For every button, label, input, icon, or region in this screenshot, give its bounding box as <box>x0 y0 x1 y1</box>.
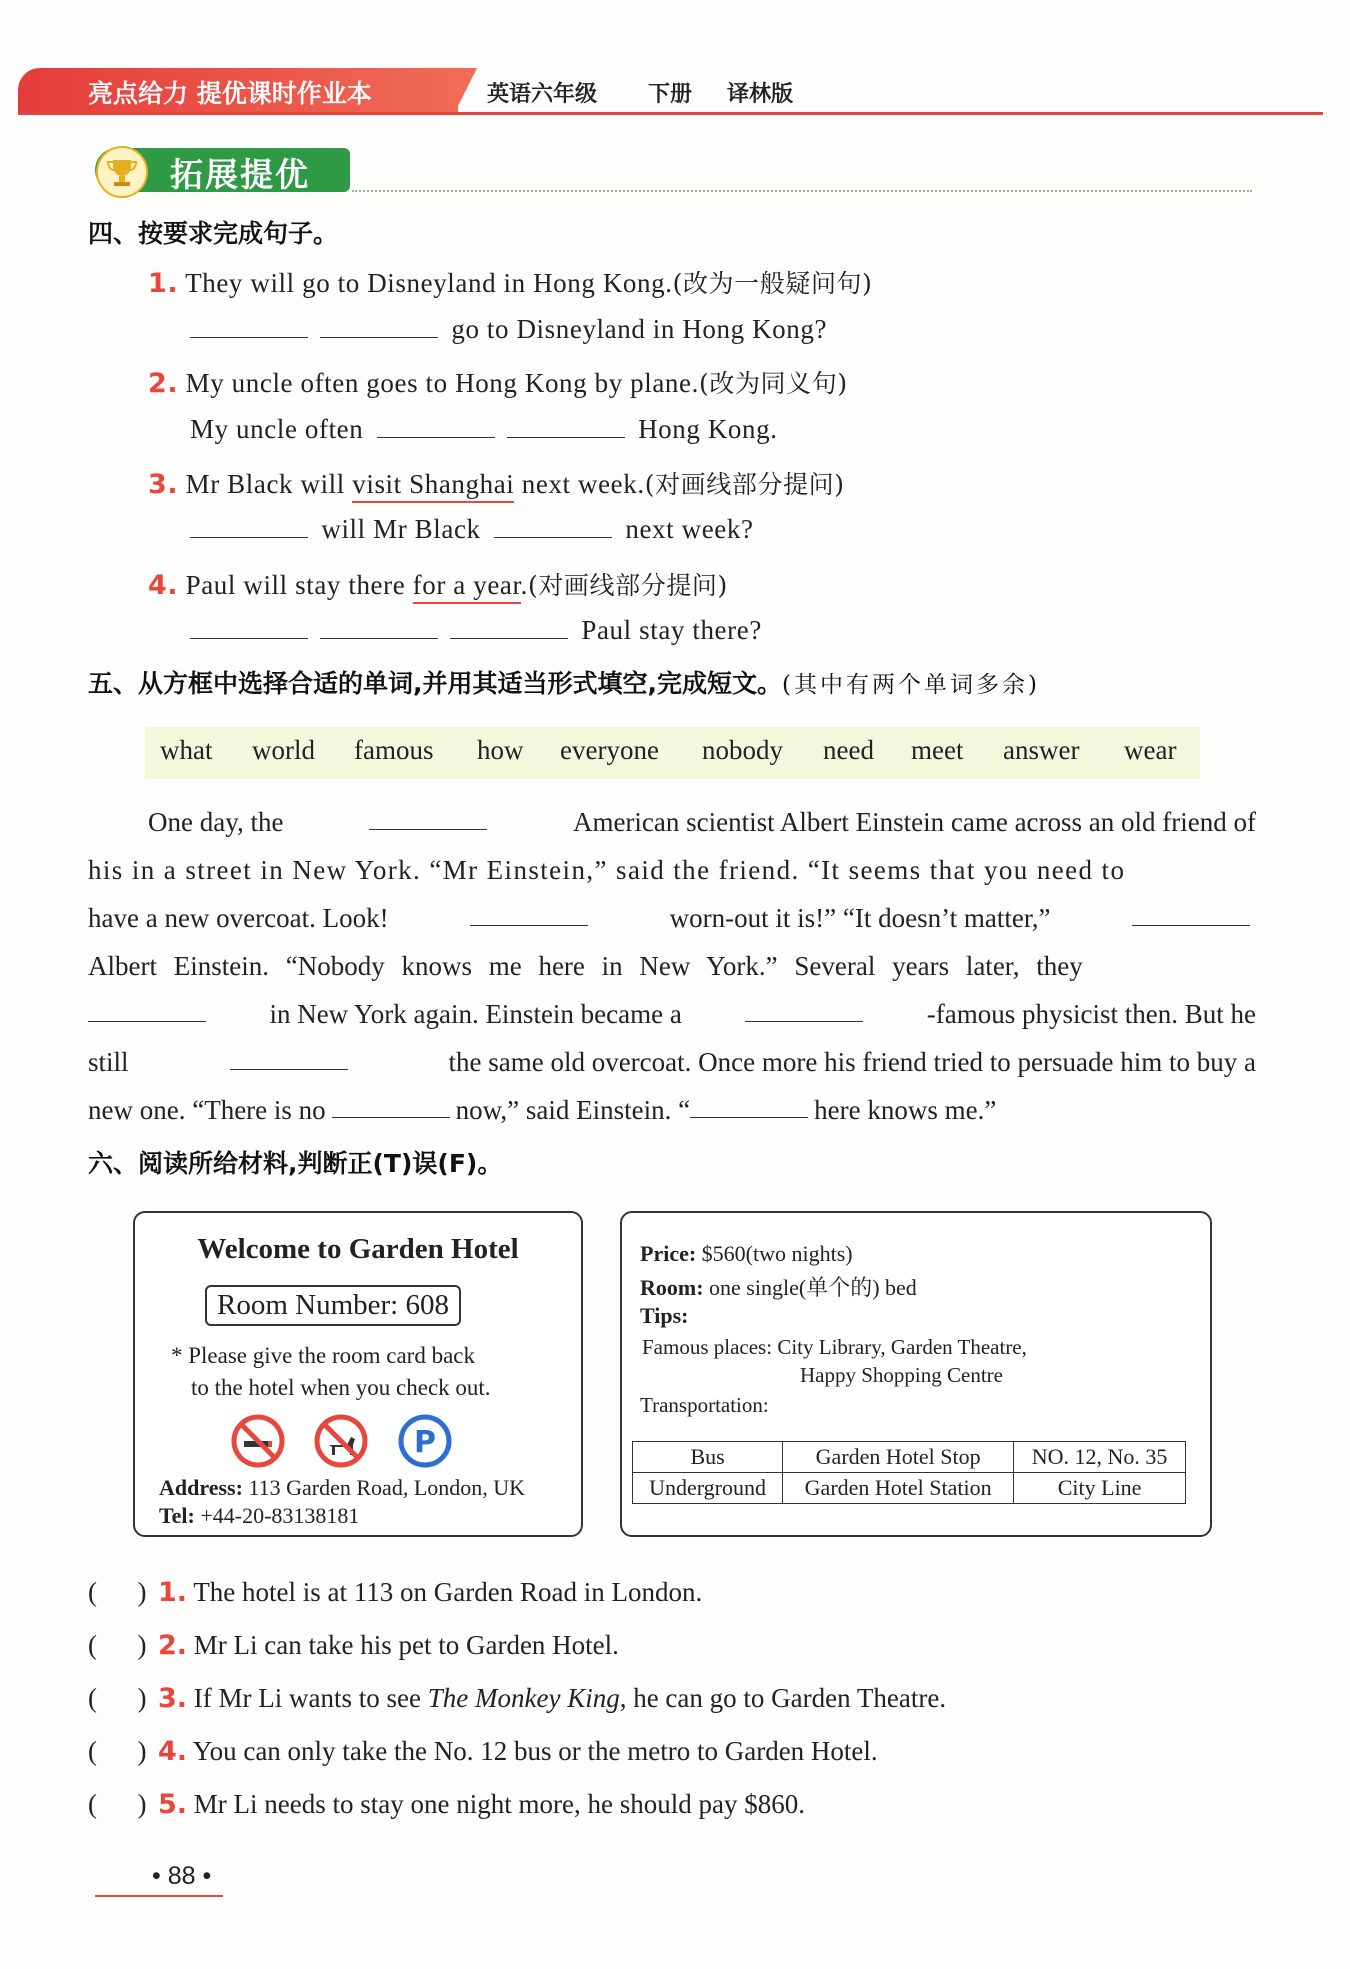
passage-line <box>88 855 1256 886</box>
no-smoking-icon <box>230 1413 286 1474</box>
series-title: 亮点给力 提优课时作业本 <box>88 79 372 108</box>
s4-item-3 <box>148 465 845 501</box>
s4-item-1 <box>148 264 873 300</box>
passage-line <box>88 1095 1256 1126</box>
parking-icon <box>397 1413 453 1474</box>
item-sentence: next week. <box>514 469 645 499</box>
answer-blank[interactable] <box>377 415 495 438</box>
section6-title: 六、阅读所给材料,判断正(T)误(F)。 <box>88 1149 503 1178</box>
answer-bracket[interactable]: ( ) <box>88 1577 147 1607</box>
question-number: 2. <box>158 1630 188 1661</box>
tips-label: Tips: <box>640 1303 689 1328</box>
header-band-tip <box>455 68 477 112</box>
table-cell: Underground <box>633 1473 783 1504</box>
answer-blank[interactable] <box>320 616 438 639</box>
item-sentence: They will go to Disneyland in Hong Kong. <box>185 268 673 298</box>
table-cell: Garden Hotel Station <box>783 1473 1014 1504</box>
word-option: what <box>160 735 213 765</box>
tf-question <box>88 1736 878 1767</box>
section5-title <box>88 664 1040 700</box>
answer-text: next week? <box>625 514 754 544</box>
s4-item-1-answer <box>184 314 827 345</box>
transport-label: Transportation: <box>640 1393 769 1417</box>
word-option: world <box>252 735 315 765</box>
hotel-title: Welcome to Garden Hotel <box>197 1233 519 1265</box>
s4-item-2 <box>148 364 848 400</box>
table-row <box>633 1473 1186 1504</box>
header-rule <box>18 112 1323 115</box>
info-card <box>620 1211 1212 1537</box>
passage-text: worn-out it is!” “It doesn’t matter,” <box>669 903 1051 933</box>
grade-label: 英语六年级 <box>487 82 598 107</box>
word-option: answer <box>1003 735 1080 765</box>
answer-text: Hong Kong. <box>638 414 778 444</box>
table-cell: Garden Hotel Stop <box>783 1442 1014 1473</box>
no-pets-icon <box>313 1413 369 1474</box>
item-sentence: My uncle often goes to Hong Kong by plane. <box>185 368 699 398</box>
answer-bracket[interactable]: ( ) <box>88 1736 147 1766</box>
question-text: The hotel is at 113 on Garden Road in London. <box>193 1577 703 1607</box>
price-line: Price: $560(two nights) <box>640 1241 853 1266</box>
table-row <box>633 1442 1186 1473</box>
item-instruction: (改为一般疑问句) <box>672 269 873 298</box>
question-text: If Mr Li wants to see <box>193 1683 428 1713</box>
hotel-tel: Tel: +44-20-83138181 <box>159 1503 360 1528</box>
room-number-box: Room Number: 608 <box>205 1285 461 1326</box>
item-sentence: Mr Black will <box>185 469 353 499</box>
word-option: nobody <box>702 735 783 765</box>
passage-text: new one. “There is no <box>88 1095 326 1125</box>
passage-line <box>88 999 1256 1030</box>
question-text: You can only take the No. 12 bus or the metro to Garden Hotel. <box>192 1736 878 1766</box>
question-text: Mr Li needs to stay one night more, he should pay $860. <box>193 1789 805 1819</box>
item-instruction: (改为同义句) <box>698 369 848 398</box>
passage-text: Albert Einstein. “Nobody knows me here in New York.” Several years later, they <box>88 951 1083 981</box>
passage-line <box>88 951 1256 982</box>
item-number: 4. <box>148 570 179 601</box>
passage-blank[interactable] <box>369 807 487 830</box>
footer-rule <box>95 1895 223 1897</box>
room-line: Room: one single(单个的) bed <box>640 1275 917 1300</box>
word-option: famous <box>354 735 434 765</box>
passage-text: -famous physicist then. But he <box>926 999 1256 1029</box>
answer-bracket[interactable]: ( ) <box>88 1789 147 1819</box>
item-number: 1. <box>148 268 179 299</box>
question-number: 3. <box>158 1683 188 1714</box>
passage-text: American scientist Albert Einstein came across an old friend of <box>572 807 1256 837</box>
answer-bracket[interactable]: ( ) <box>88 1683 147 1713</box>
word-option: need <box>823 735 874 765</box>
passage-text: now,” said Einstein. “ <box>455 1095 691 1125</box>
tf-question <box>88 1683 946 1714</box>
question-text: Mr Li can take his pet to Garden Hotel. <box>193 1630 619 1660</box>
passage-blank[interactable] <box>88 999 206 1022</box>
card-tip: to the hotel when you check out. <box>191 1375 491 1400</box>
answer-blank[interactable] <box>450 616 568 639</box>
passage-blank[interactable] <box>745 999 863 1022</box>
item-number: 3. <box>148 469 179 500</box>
page-number: • 88 • <box>152 1862 212 1890</box>
item-instruction: (对画线部分提问) <box>527 571 728 600</box>
section4-title: 四、按要求完成句子。 <box>88 219 339 248</box>
tf-question <box>88 1789 805 1820</box>
s4-item-3-answer <box>184 514 754 545</box>
answer-blank[interactable] <box>190 515 308 538</box>
question-number: 5. <box>158 1789 188 1820</box>
item-instruction: (对画线部分提问) <box>644 470 845 499</box>
item-sentence: . <box>520 570 528 600</box>
passage-blank[interactable] <box>1132 903 1250 926</box>
word-option: wear <box>1124 735 1177 765</box>
edition-label: 译林版 <box>727 82 794 107</box>
item-sentence: Paul will stay there <box>185 570 413 600</box>
section5-title-text: 五、从方框中选择合适的单词,并用其适当形式填空,完成短文。 <box>88 669 782 698</box>
s4-item-4 <box>148 566 728 602</box>
answer-blank[interactable] <box>320 315 438 338</box>
passage-line <box>88 1047 1256 1078</box>
passage-blank[interactable] <box>230 1047 348 1070</box>
answer-blank[interactable] <box>190 616 308 639</box>
tf-question <box>88 1630 619 1661</box>
answer-blank[interactable] <box>190 315 308 338</box>
card-tip: * Please give the room card back <box>171 1343 475 1368</box>
passage-text: still <box>88 1047 129 1077</box>
transport-table <box>632 1441 1186 1504</box>
svg-text:P: P <box>414 1425 436 1460</box>
answer-text: go to Disneyland in Hong Kong? <box>451 314 828 344</box>
passage-blank[interactable] <box>332 1095 450 1118</box>
hotel-address: Address: 113 Garden Road, London, UK <box>159 1475 526 1500</box>
trophy-icon <box>96 146 148 198</box>
word-option: how <box>477 735 524 765</box>
badge-title: 拓展提优 <box>170 155 310 194</box>
answer-text: will Mr Black <box>321 514 481 544</box>
section5-note: (其中有两个单词多余) <box>782 672 1040 698</box>
passage-line <box>88 903 1256 934</box>
answer-blank[interactable] <box>507 415 625 438</box>
dotted-divider <box>352 190 1252 192</box>
answer-text: My uncle often <box>190 414 364 444</box>
underlined-phrase: visit Shanghai <box>352 469 514 503</box>
passage-text: here knows me.” <box>814 1095 997 1125</box>
passage-blank[interactable] <box>690 1095 808 1118</box>
book-title: The Monkey King <box>427 1683 620 1713</box>
volume-label: 下册 <box>648 82 693 107</box>
hotel-card <box>133 1211 583 1537</box>
passage-text: One day, the <box>148 807 284 837</box>
question-number: 1. <box>158 1577 188 1608</box>
item-number: 2. <box>148 368 179 399</box>
famous-places-2: Happy Shopping Centre <box>800 1363 1003 1387</box>
table-cell: NO. 12, No. 35 <box>1014 1442 1186 1473</box>
passage-blank[interactable] <box>470 903 588 926</box>
table-cell: City Line <box>1014 1473 1186 1504</box>
passage-text: his in a street in New York. “Mr Einstein,” said the friend. “It seems that you need to <box>88 855 1126 885</box>
passage-text: have a new overcoat. Look! <box>88 903 389 933</box>
word-option: meet <box>911 735 964 765</box>
s4-item-2-answer <box>190 414 778 445</box>
answer-text: Paul stay there? <box>581 615 762 645</box>
word-option: everyone <box>560 735 659 765</box>
underlined-phrase: for a year <box>413 570 521 604</box>
tf-question <box>88 1577 702 1608</box>
answer-blank[interactable] <box>494 515 612 538</box>
passage-text: the same old overcoat. Once more his friend tried to persuade him to buy a <box>448 1047 1256 1077</box>
famous-places: Famous places: City Library, Garden Theatre, <box>642 1335 1027 1359</box>
s4-item-4-answer <box>184 615 762 646</box>
question-number: 4. <box>158 1736 188 1767</box>
answer-bracket[interactable]: ( ) <box>88 1630 147 1660</box>
passage-text: in New York again. Einstein became a <box>269 999 682 1029</box>
passage-line <box>148 807 1256 838</box>
question-text: , he can go to Garden Theatre. <box>619 1683 947 1713</box>
table-cell: Bus <box>633 1442 783 1473</box>
